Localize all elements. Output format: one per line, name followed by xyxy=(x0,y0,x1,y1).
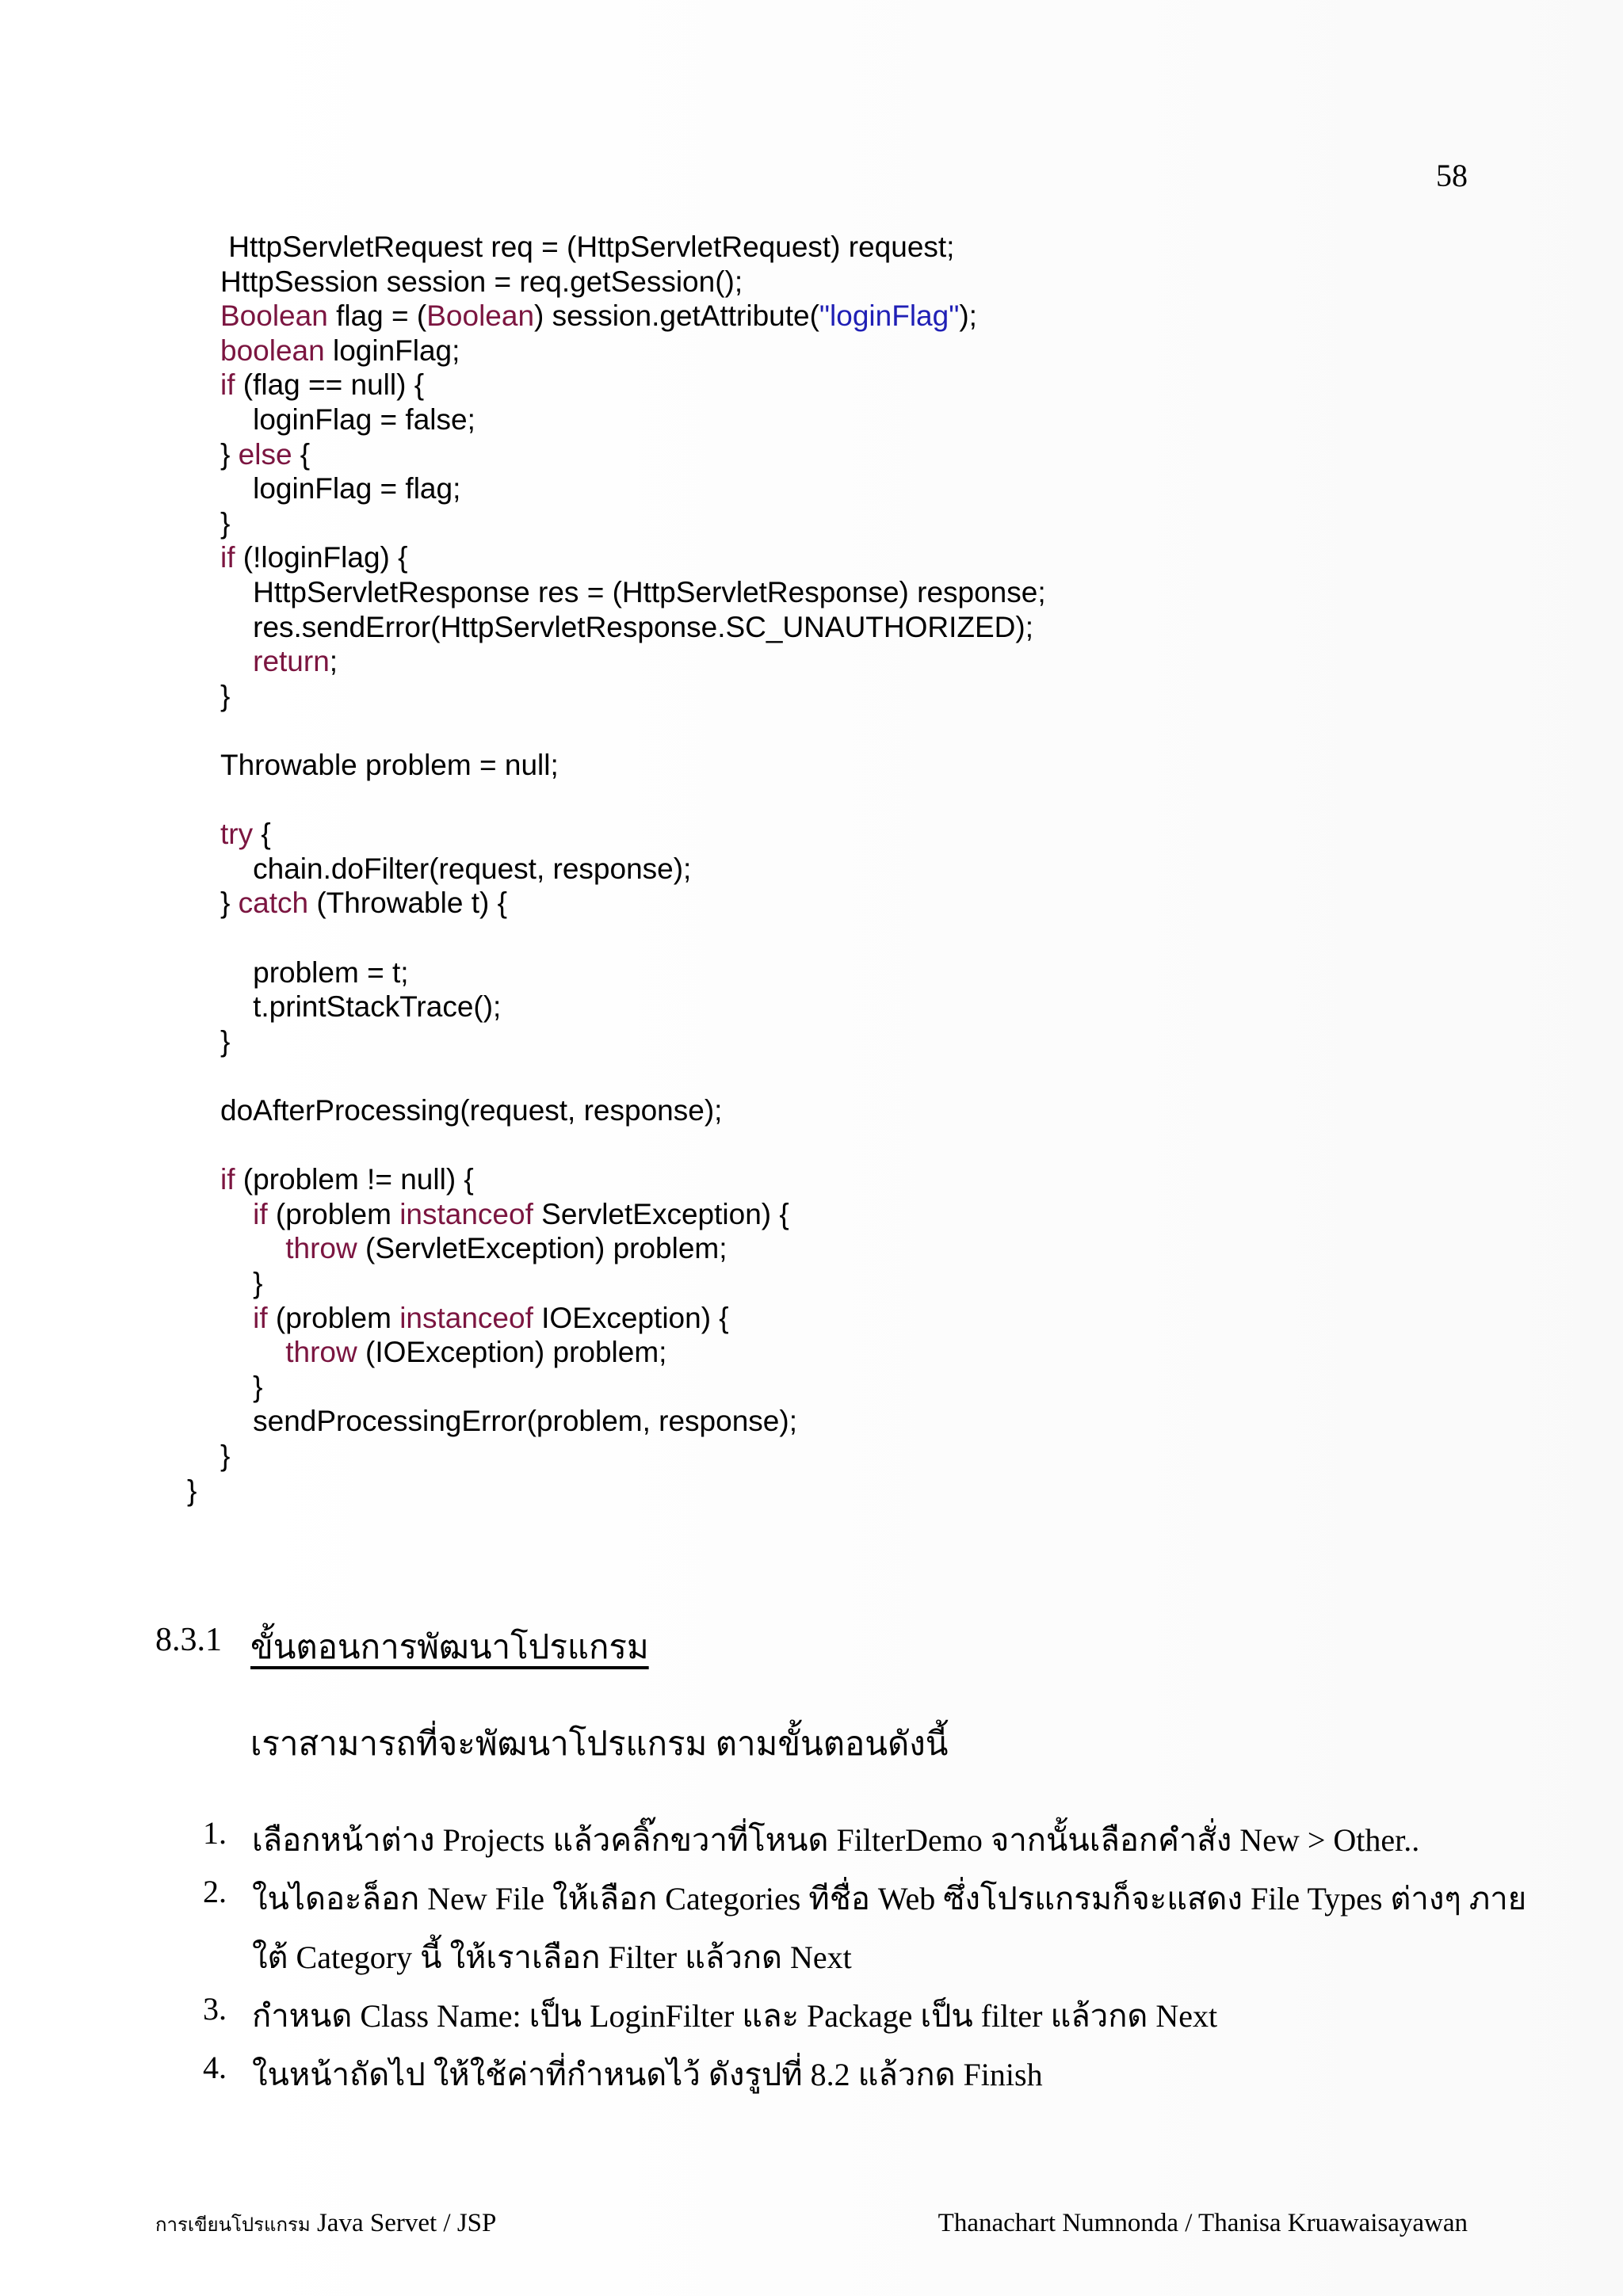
step-number: 1. xyxy=(203,1815,227,1851)
code-line xyxy=(220,1162,474,1197)
code-keyword: throw xyxy=(285,1232,357,1264)
code-text: } xyxy=(220,1440,231,1472)
code-text: sendProcessingError(problem, response); xyxy=(220,1405,797,1437)
code-text xyxy=(220,1232,285,1264)
intro-paragraph: เราสามารถที่จะพัฒนาโปรแกรม ตามขั้นตอนดังนี้ xyxy=(250,1726,949,1763)
footer-authors: Thanachart Numnonda / Thanisa Kruawaisayawan xyxy=(938,2209,1468,2237)
code-line xyxy=(220,1301,729,1336)
code-line xyxy=(220,1024,230,1059)
step-number: 4. xyxy=(203,2050,227,2085)
code-text: (!loginFlag) { xyxy=(235,541,408,574)
code-text: t.printStackTrace(); xyxy=(220,990,502,1023)
footer-book-title-thai: การเขียนโปรแกรม xyxy=(155,2215,311,2236)
code-text: (problem xyxy=(267,1302,400,1334)
code-text: (ServletException) problem; xyxy=(357,1232,727,1264)
code-text: flag = ( xyxy=(327,299,427,332)
code-text: ); xyxy=(959,299,977,332)
section-title: ขั้นตอนการพัฒนาโปรแกรม xyxy=(250,1630,649,1666)
code-line xyxy=(220,1197,789,1232)
code-line xyxy=(220,368,424,402)
code-line xyxy=(220,265,743,299)
code-text: { xyxy=(253,818,271,850)
code-text: doAfterProcessing(request, response); xyxy=(220,1094,723,1127)
code-line xyxy=(220,610,1033,645)
code-line xyxy=(220,471,460,506)
code-text: } xyxy=(220,680,231,712)
code-text: } xyxy=(220,887,239,919)
code-line xyxy=(220,437,310,472)
code-keyword: instanceof xyxy=(399,1302,533,1334)
code-keyword: return xyxy=(253,645,330,677)
code-keyword: catch xyxy=(238,887,309,919)
code-text: res.sendError(HttpServletResponse.SC_UNAUTHORIZED); xyxy=(220,611,1033,643)
code-text: (IOException) problem; xyxy=(357,1336,667,1368)
code-line xyxy=(220,1370,262,1405)
code-text: { xyxy=(292,438,311,471)
code-text: loginFlag; xyxy=(324,334,460,367)
code-line xyxy=(220,1335,666,1370)
code-keyword: else xyxy=(238,438,292,471)
code-text: chain.doFilter(request, response); xyxy=(220,852,692,885)
code-text: ; xyxy=(329,645,338,677)
code-text: HttpSession session = req.getSession(); xyxy=(220,265,743,298)
code-text: } xyxy=(220,1025,231,1058)
section-number: 8.3.1 xyxy=(155,1622,222,1658)
code-line xyxy=(220,886,507,921)
code-line xyxy=(220,748,559,783)
code-text: problem = t; xyxy=(220,956,409,989)
code-line xyxy=(220,230,954,265)
code-text: loginFlag = flag; xyxy=(220,472,461,505)
code-text: } xyxy=(220,1267,263,1299)
code-text: (problem xyxy=(267,1198,400,1230)
code-text: } xyxy=(187,1474,197,1507)
code-text: } xyxy=(220,507,231,540)
code-text: } xyxy=(220,438,239,471)
code-keyword: if xyxy=(253,1302,268,1334)
code-text: HttpServletResponse res = (HttpServletResponse) response; xyxy=(220,576,1046,608)
code-line xyxy=(220,1404,797,1439)
code-text: Throwable problem = null; xyxy=(220,749,559,781)
code-line xyxy=(220,644,338,679)
page-number: 58 xyxy=(1436,158,1468,193)
code-text: (problem != null) { xyxy=(235,1163,474,1196)
code-line xyxy=(220,679,230,714)
code-line xyxy=(220,1439,230,1474)
code-line xyxy=(220,817,271,852)
code-keyword: Boolean xyxy=(220,299,328,332)
code-text: } xyxy=(220,1371,263,1403)
code-text: (Throwable t) { xyxy=(308,887,507,919)
code-text: ) session.getAttribute( xyxy=(534,299,819,332)
code-line xyxy=(220,540,408,575)
code-text: IOException) { xyxy=(533,1302,729,1334)
code-keyword: if xyxy=(253,1198,268,1230)
code-line xyxy=(220,334,460,368)
code-text: loginFlag = false; xyxy=(220,403,475,436)
code-line xyxy=(220,1231,727,1266)
code-text: HttpServletRequest req = (HttpServletRequest) request; xyxy=(220,231,955,263)
code-text xyxy=(220,645,253,677)
code-line xyxy=(220,1266,262,1301)
code-keyword: if xyxy=(220,1163,235,1196)
code-text xyxy=(220,1302,253,1334)
step-number: 3. xyxy=(203,1991,227,2027)
code-line xyxy=(220,852,691,887)
code-keyword: Boolean xyxy=(426,299,535,332)
code-text: (flag == null) { xyxy=(235,368,425,401)
code-keyword: try xyxy=(220,818,254,850)
code-keyword: instanceof xyxy=(399,1198,533,1230)
code-line xyxy=(220,990,501,1024)
code-line xyxy=(220,1093,722,1128)
footer-book-title-latin: Java Servet / JSP xyxy=(310,2209,497,2237)
code-keyword: throw xyxy=(285,1336,357,1368)
code-line xyxy=(220,575,1046,610)
code-keyword: boolean xyxy=(220,334,325,367)
code-keyword: if xyxy=(220,541,235,574)
code-text xyxy=(220,1198,253,1230)
code-text xyxy=(220,1336,285,1368)
code-line xyxy=(187,1474,197,1508)
code-line xyxy=(220,299,977,334)
step-number: 2. xyxy=(203,1874,227,1909)
code-line xyxy=(220,506,230,541)
step-text: กำหนด Class Name: เป็น LoginFilter และ Package เป็น filter แล้วกด Next xyxy=(252,1998,1218,2034)
step-text: ในหน้าถัดไป ให้ใช้ค่าที่กำหนดไว้ ดังรูปที่ 8.2 แล้วกด Finish xyxy=(252,2057,1043,2092)
code-line xyxy=(220,955,409,990)
code-keyword: if xyxy=(220,368,235,401)
footer-book-title xyxy=(155,2209,496,2240)
code-text: ServletException) { xyxy=(533,1198,789,1230)
step-text: ใต้ Category นี้ ให้เราเลือก Filter แล้วกด Next xyxy=(252,1939,852,1975)
step-text: ในไดอะล็อก New File ให้เลือก Categories ทีชื่อ Web ซึ่งโปรแกรมก็จะแสดง File Types ต่างๆ ภาย xyxy=(252,1881,1527,1917)
code-string: "loginFlag" xyxy=(819,299,960,332)
code-line xyxy=(220,402,475,437)
step-text: เลือกหน้าต่าง Projects แล้วคลิ๊กขวาที่โหนด FilterDemo จากนั้นเลือกคำสั่ง New > Other.. xyxy=(252,1822,1420,1858)
